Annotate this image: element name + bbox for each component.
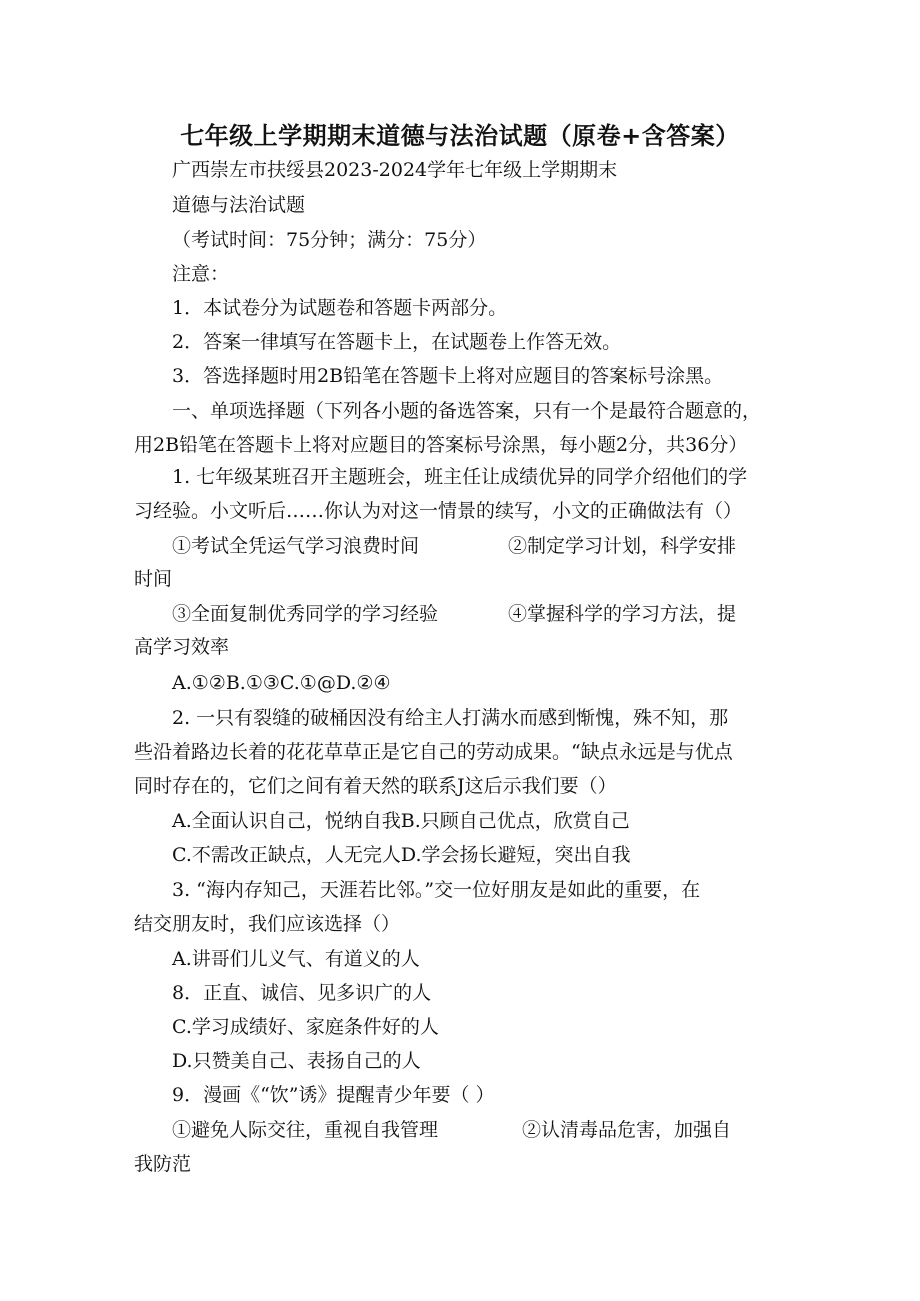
q2-stem-line-2: 些沿着路边长着的花花草草正是它自己的劳动成果。“缺点永远是与优点 [134, 741, 733, 763]
q1-option-4: ④掌握科学的学习方法，提 [508, 603, 737, 625]
q3-choice-c: C.学习成绩好、家庭条件好的人 [172, 1016, 439, 1038]
exam-info: （考试时间：75分钟；满分：75分） [172, 229, 487, 251]
q1-stem-line-2: 习经验。小文听后……你认为对这一情景的续写，小文的正确做法有（） [134, 500, 743, 522]
exam-subject: 道德与法治试题 [172, 194, 306, 216]
q9-option-2: ②认清毒品危害，加强自 [522, 1119, 732, 1141]
q3-choice-b: 8．正直、诚信、见多识广的人 [172, 982, 432, 1004]
notice-label: 注意： [172, 263, 230, 285]
exam-source: 广西崇左市扶绥县2023-2024学年七年级上学期期末 [172, 159, 618, 181]
q3-stem-line-2: 结交朋友时，我们应该选择（） [134, 913, 401, 935]
q1-option-2-continued: 时间 [134, 568, 173, 590]
q2-choices-ab: A.全面认识自己，悦纳自我B.只顾自己优点，欣赏自己 [172, 810, 630, 832]
q3-choice-a: A.讲哥们儿义气、有道义的人 [172, 948, 420, 970]
q3-choice-d: D.只赞美自己、表扬自己的人 [172, 1050, 421, 1072]
section-heading-line-2: 用2B铅笔在答题卡上将对应题目的答案标号涂黑，每小题2分，共36分） [134, 434, 748, 456]
q1-stem-line-1: 1. 七年级某班召开主题班会，班主任让成绩优异的同学介绍他们的学 [172, 466, 748, 488]
q1-option-3: ③全面复制优秀同学的学习经验 [172, 603, 439, 625]
section-heading-line-1: 一、单项选择题（下列各小题的备选答案，只有一个是最符合题意的， [172, 400, 762, 422]
q2-choices-cd: C.不需改正缺点，人无完人D.学会扬长避短，突出自我 [172, 844, 631, 866]
q1-option-2: ②制定学习计划，科学安排 [508, 535, 737, 557]
q9-stem: 9．漫画《“饮”诱》提醒青少年要（ ） [172, 1084, 495, 1106]
q9-option-1: ①避免人际交往，重视自我管理 [172, 1119, 439, 1141]
q1-option-1: ①考试全凭运气学习浪费时间 [172, 535, 420, 557]
q1-option-4-continued: 高学习效率 [134, 636, 230, 658]
document-title: 七年级上学期期末道德与法治试题（原卷+含答案） [180, 122, 740, 150]
q9-option-2-continued: 我防范 [134, 1153, 192, 1175]
notice-item-1: 1．本试卷分为试题卷和答题卡两部分。 [172, 297, 508, 319]
q3-stem-line-1: 3. “海内存知己，天涯若比邻。”交一位好朋友是如此的重要，在 [172, 879, 701, 901]
q2-stem-line-3: 同时存在的，它们之间有着天然的联系J这后示我们要（） [134, 775, 617, 797]
notice-item-3: 3．答选择题时用2B铅笔在答题卡上将对应题目的答案标号涂黑。 [172, 365, 724, 387]
q2-stem-line-1: 2. 一只有裂缝的破桶因没有给主人打满水而感到惭愧，殊不知，那 [172, 707, 729, 729]
notice-item-2: 2．答案一律填写在答题卡上，在试题卷上作答无效。 [172, 331, 622, 353]
q1-choices: A.①②B.①③C.①@D.②④ [172, 672, 391, 694]
